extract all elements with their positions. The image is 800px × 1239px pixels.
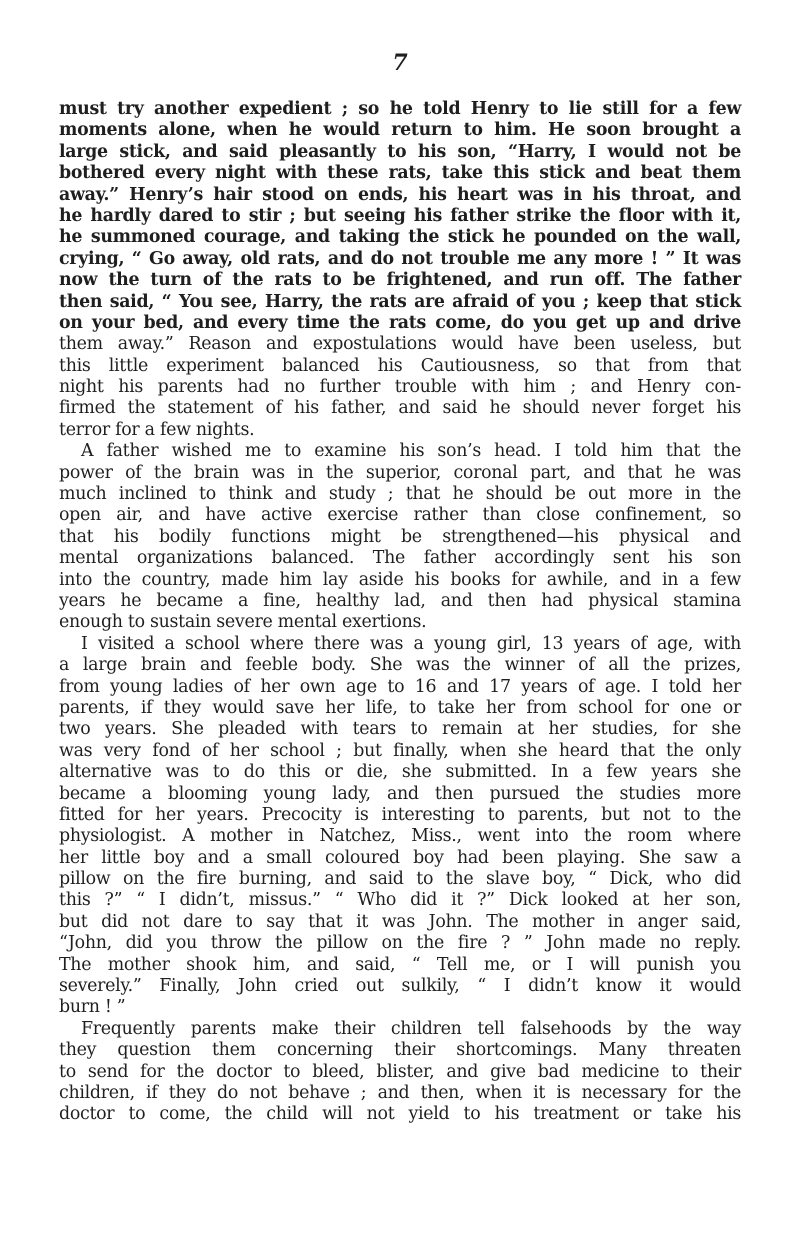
text-line: was very fond of her school ; but finally, when she heard that the only xyxy=(59,740,741,761)
text-line: Frequently parents make their children tell falsehoods by the way xyxy=(81,1018,741,1039)
text-line: two years. She pleaded with tears to remain at her studies, for she xyxy=(59,719,741,740)
text-line: that his bodily functions might be strengthened—his physical and xyxy=(59,526,741,547)
text-line: but did not dare to say that it was John. The mother in anger said, xyxy=(59,911,741,932)
text-line: he hardly dared to stir ; but seeing his father strike the floor with it, xyxy=(59,205,741,226)
text-line: enough to sustain severe mental exertions. xyxy=(59,612,427,633)
text-line: fitted for her years. Precocity is interesting to parents, but not to the xyxy=(59,804,741,825)
text-line: crying, “ Go away, old rats, and do not trouble me any more ! ” It was xyxy=(59,248,741,269)
text-line: A father wished me to examine his son’s head. I told him that the xyxy=(81,441,741,462)
text-line: much inclined to think and study ; that he should be out more in the xyxy=(59,484,741,505)
text-line: I visited a school where there was a young girl, 13 years of age, with xyxy=(81,633,741,654)
text-line: physiologist. A mother in Natchez, Miss., went into the room where xyxy=(59,826,741,847)
text-line: terror for a few nights. xyxy=(59,419,255,440)
text-line: firmed the statement of his father, and said he should never forget his xyxy=(59,398,741,419)
text-line: them away.” Reason and expostulations would have been useless, but xyxy=(59,334,741,355)
text-line: then said, “ You see, Harry, the rats are afraid of you ; keep that stick xyxy=(59,291,741,312)
text-line: into the country, made him lay aside his books for awhile, and in a few xyxy=(59,569,741,590)
text-line: must try another expedient ; so he told Henry to lie still for a few xyxy=(59,99,741,119)
text-line: this little experiment balanced his Cautiousness, so that from that xyxy=(59,355,741,376)
text-line: alternative was to do this or die, she submitted. In a few years she xyxy=(59,762,741,783)
text-line: severely.” Finally, John cried out sulkily, “ I didn’t know it would xyxy=(59,976,741,997)
text-line: away.” Henry’s hair stood on ends, his heart was in his throat, and xyxy=(59,184,741,205)
text-line: burn ! ” xyxy=(59,997,126,1018)
text-line: to send for the doctor to bleed, blister, and give bad medicine to their xyxy=(59,1061,741,1082)
text-line: now the turn of the rats to be frightened, and run off. The father xyxy=(59,270,741,291)
text-line: night his parents had no further trouble with him ; and Henry con- xyxy=(59,377,741,398)
text-line: bothered every night with these rats, take this stick and beat them xyxy=(59,163,741,184)
page-number: 7 xyxy=(392,50,408,76)
text-line: large stick, and said pleasantly to his son, “Harry, I would not be xyxy=(59,141,741,162)
text-line: her little boy and a small coloured boy had been playing. She saw a xyxy=(59,847,741,868)
text-line: open air, and have active exercise rather than close confinement, so xyxy=(59,505,741,526)
text-line: “John, did you throw the pillow on the fire ? ” John made no reply. xyxy=(59,933,741,954)
text-line: mental organizations balanced. The father accordingly sent his son xyxy=(59,548,741,569)
text-line: The mother shook him, and said, “ Tell me, or I will punish you xyxy=(59,954,741,975)
text-line: power of the brain was in the superior, coronal part, and that he was xyxy=(59,462,741,483)
text-line: they question them concerning their shortcomings. Many threaten xyxy=(59,1040,741,1061)
text-line: he summoned courage, and taking the stick he pounded on the wall, xyxy=(59,227,741,248)
body-text xyxy=(59,99,741,1126)
text-line: children, if they do not behave ; and then, when it is necessary for the xyxy=(59,1082,741,1103)
text-line: pillow on the fire burning, and said to the slave boy, “ Dick, who did xyxy=(59,869,741,890)
text-line: became a blooming young lady, and then pursued the studies more xyxy=(59,783,741,804)
text-line: moments alone, when he would return to him. He soon brought a xyxy=(59,120,741,141)
text-line: parents, if they would save her life, to take her from school for one or xyxy=(59,697,741,718)
text-line: this ?” “ I didn’t, missus.” “ Who did it ?” Dick looked at her son, xyxy=(59,890,741,911)
text-line: on your bed, and every time the rats come, do you get up and drive xyxy=(59,312,741,333)
text-line: from young ladies of her own age to 16 and 17 years of age. I told her xyxy=(59,676,741,697)
text-line: a large brain and feeble body. She was the winner of all the prizes, xyxy=(59,655,741,676)
text-line: doctor to come, the child will not yield to his treatment or take his xyxy=(59,1104,741,1125)
text-line: years he became a fine, healthy lad, and then had physical stamina xyxy=(59,590,741,611)
